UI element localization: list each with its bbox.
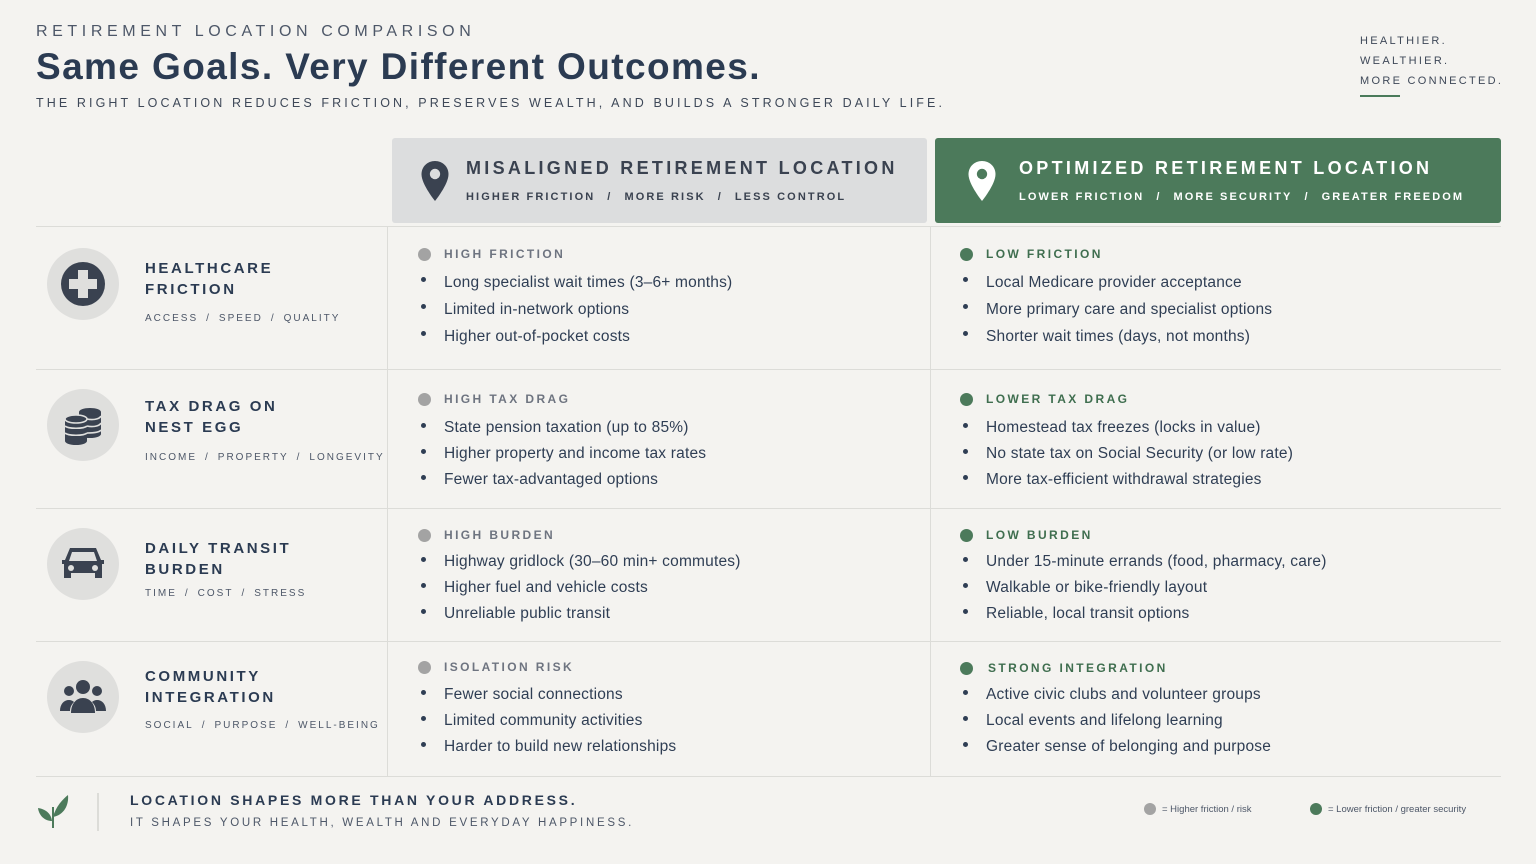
tag: PROPERTY [217, 452, 289, 463]
leaf-icon [36, 793, 70, 829]
green-status-dot [960, 248, 973, 261]
green-legend-dot [1310, 803, 1322, 815]
tag: LONGEVITY [309, 452, 385, 463]
green-status-dot [960, 529, 973, 542]
tag: COST [197, 588, 234, 599]
category-line: FRICTION [145, 280, 237, 298]
bullet-list [418, 269, 732, 350]
tag: SPEED [218, 313, 263, 324]
legend-lower-friction [1310, 803, 1466, 815]
bullet-list [960, 682, 1271, 760]
gray-status-dot [418, 393, 431, 406]
car-icon [47, 528, 119, 600]
row-category [145, 539, 291, 580]
legend-higher-friction [1144, 803, 1252, 815]
gray-legend-dot [1144, 803, 1156, 815]
separator: / [285, 720, 291, 731]
list-item: State pension taxation (up to 85%) [418, 415, 706, 441]
status-label-text: HIGH FRICTION [444, 247, 566, 261]
status-label [418, 528, 741, 542]
subtitle-term: LESS CONTROL [734, 191, 847, 203]
category-line: HEALTHCARE [145, 260, 274, 277]
row-tags [145, 452, 385, 463]
status-label [418, 392, 706, 406]
status-label [960, 247, 1272, 261]
separator: / [205, 452, 210, 463]
misaligned-cell-community [418, 660, 676, 760]
optimized-cell-transit [960, 528, 1327, 627]
status-label-text: LOWER TAX DRAG [986, 392, 1130, 406]
list-item: Unreliable public transit [418, 601, 741, 627]
tag: ACCESS [145, 313, 199, 324]
tag: TIME [145, 588, 177, 599]
status-label-text: HIGH TAX DRAG [444, 392, 571, 406]
category-line: BURDEN [145, 560, 225, 578]
tagline [1360, 31, 1503, 91]
tagline-line: HEALTHIER. [1360, 35, 1447, 47]
optimized-column-header [935, 138, 1501, 223]
list-item: Active civic clubs and volunteer groups [960, 682, 1271, 708]
status-label-text: LOW FRICTION [986, 247, 1103, 261]
optimized-column-subtitle [1019, 191, 1464, 203]
status-label-text: ISOLATION RISK [444, 660, 575, 674]
tagline-underline [1360, 95, 1400, 97]
optimized-column-title: OPTIMIZED RETIREMENT LOCATION [1019, 158, 1433, 178]
grid-divider [36, 369, 1501, 370]
green-status-dot [960, 393, 973, 406]
optimized-cell-community [960, 661, 1271, 760]
category-line: COMMUNITY [145, 668, 261, 685]
misaligned-column-title: MISALIGNED RETIREMENT LOCATION [466, 158, 898, 178]
separator: / [1304, 191, 1310, 203]
gray-status-dot [418, 529, 431, 542]
gray-status-dot [418, 248, 431, 261]
misaligned-column-subtitle [466, 191, 898, 203]
column-divider [387, 226, 388, 776]
grid-divider [36, 641, 1501, 642]
tagline-line: MORE CONNECTED. [1360, 75, 1504, 87]
list-item: More tax-efficient withdrawal strategies [960, 467, 1293, 493]
status-label [960, 661, 1271, 675]
list-item: Higher out-of-pocket costs [418, 323, 732, 350]
separator: / [206, 313, 211, 324]
list-item: Higher fuel and vehicle costs [418, 575, 741, 601]
separator: / [270, 313, 276, 324]
misaligned-cell-healthcare [418, 247, 732, 350]
list-item: Local Medicare provider acceptance [960, 269, 1272, 296]
separator: / [607, 191, 613, 203]
map-pin-icon [967, 160, 997, 202]
medical-cross-icon [47, 248, 119, 320]
optimized-cell-tax [960, 392, 1293, 493]
row-category [145, 259, 273, 300]
list-item: Higher property and income tax rates [418, 441, 706, 467]
separator: / [717, 191, 723, 203]
category-line: INTEGRATION [145, 688, 276, 706]
optimized-cell-healthcare [960, 247, 1272, 350]
tag: SOCIAL [145, 720, 194, 731]
row-tags [145, 720, 380, 731]
list-item: Long specialist wait times (3–6+ months) [418, 269, 732, 296]
status-label-text: HIGH BURDEN [444, 528, 556, 542]
list-item: Harder to build new relationships [418, 734, 676, 760]
list-item: Walkable or bike-friendly layout [960, 575, 1327, 601]
separator: / [241, 588, 247, 599]
status-label [960, 392, 1293, 406]
page-title: Same Goals. Very Different Outcomes. [36, 46, 761, 87]
list-item: Reliable, local transit options [960, 601, 1327, 627]
separator: / [184, 588, 190, 599]
list-item: Greater sense of belonging and purpose [960, 734, 1271, 760]
status-label-text: STRONG INTEGRATION [988, 661, 1168, 675]
tagline-line: WEALTHIER. [1360, 55, 1450, 67]
bullet-list [418, 549, 741, 627]
grid-divider [36, 226, 1501, 227]
bullet-list [418, 682, 676, 760]
grid-divider [36, 508, 1501, 509]
separator: / [201, 720, 207, 731]
separator: / [1156, 191, 1162, 203]
legend-text: = Higher friction / risk [1162, 803, 1252, 815]
footer-subtitle: IT SHAPES YOUR HEALTH, WEALTH AND EVERYDAY HAPPINESS. [130, 817, 634, 829]
eyebrow-title: RETIREMENT LOCATION COMPARISON [36, 23, 476, 40]
status-label [960, 528, 1327, 542]
column-divider [930, 226, 931, 776]
list-item: Fewer tax-advantaged options [418, 467, 706, 493]
grid-divider [36, 776, 1501, 777]
footer-divider [97, 793, 99, 831]
bullet-list [418, 415, 706, 493]
tag: PURPOSE [214, 720, 278, 731]
list-item: Homestead tax freezes (locks in value) [960, 415, 1293, 441]
row-category [145, 667, 276, 708]
separator: / [296, 452, 302, 463]
list-item: Fewer social connections [418, 682, 676, 708]
status-label [418, 247, 732, 261]
status-label-text: LOW BURDEN [986, 528, 1093, 542]
tag: WELL-BEING [298, 720, 380, 731]
people-group-icon [47, 661, 119, 733]
category-line: NEST EGG [145, 418, 244, 436]
list-item: Under 15-minute errands (food, pharmacy, care) [960, 549, 1327, 575]
subtitle-term: LOWER FRICTION [1019, 191, 1145, 203]
list-item: Shorter wait times (days, not months) [960, 323, 1272, 350]
category-line: DAILY TRANSIT [145, 540, 292, 557]
status-label [418, 660, 676, 674]
misaligned-column-header [392, 138, 927, 223]
bullet-list [960, 415, 1293, 493]
subtitle-term: GREATER FREEDOM [1321, 191, 1465, 203]
category-line: TAX DRAG ON [145, 398, 278, 415]
subtitle-term: MORE RISK [624, 191, 706, 203]
legend-text: = Lower friction / greater security [1328, 803, 1467, 815]
gray-status-dot [418, 661, 431, 674]
row-category [145, 397, 278, 438]
list-item: Highway gridlock (30–60 min+ commutes) [418, 549, 741, 575]
page-subtitle: THE RIGHT LOCATION REDUCES FRICTION, PRESERVES WEALTH, AND BUILDS A STRONGER DAILY LIFE. [36, 96, 946, 110]
misaligned-cell-tax [418, 392, 706, 493]
misaligned-cell-transit [418, 528, 741, 627]
tag: STRESS [254, 588, 307, 599]
list-item: More primary care and specialist options [960, 296, 1272, 323]
row-tags [145, 588, 306, 599]
green-status-dot [960, 662, 973, 675]
list-item: Limited in-network options [418, 296, 732, 323]
list-item: No state tax on Social Security (or low rate) [960, 441, 1293, 467]
list-item: Limited community activities [418, 708, 676, 734]
footer-title: LOCATION SHAPES MORE THAN YOUR ADDRESS. [130, 792, 578, 808]
bullet-list [960, 549, 1327, 627]
tag: INCOME [145, 452, 197, 463]
row-tags [145, 313, 340, 324]
bullet-list [960, 269, 1272, 350]
list-item: Local events and lifelong learning [960, 708, 1271, 734]
map-pin-icon [420, 160, 450, 202]
tag: QUALITY [283, 313, 341, 324]
coin-stack-icon [47, 389, 119, 461]
subtitle-term: MORE SECURITY [1173, 191, 1293, 203]
subtitle-term: HIGHER FRICTION [466, 191, 596, 203]
